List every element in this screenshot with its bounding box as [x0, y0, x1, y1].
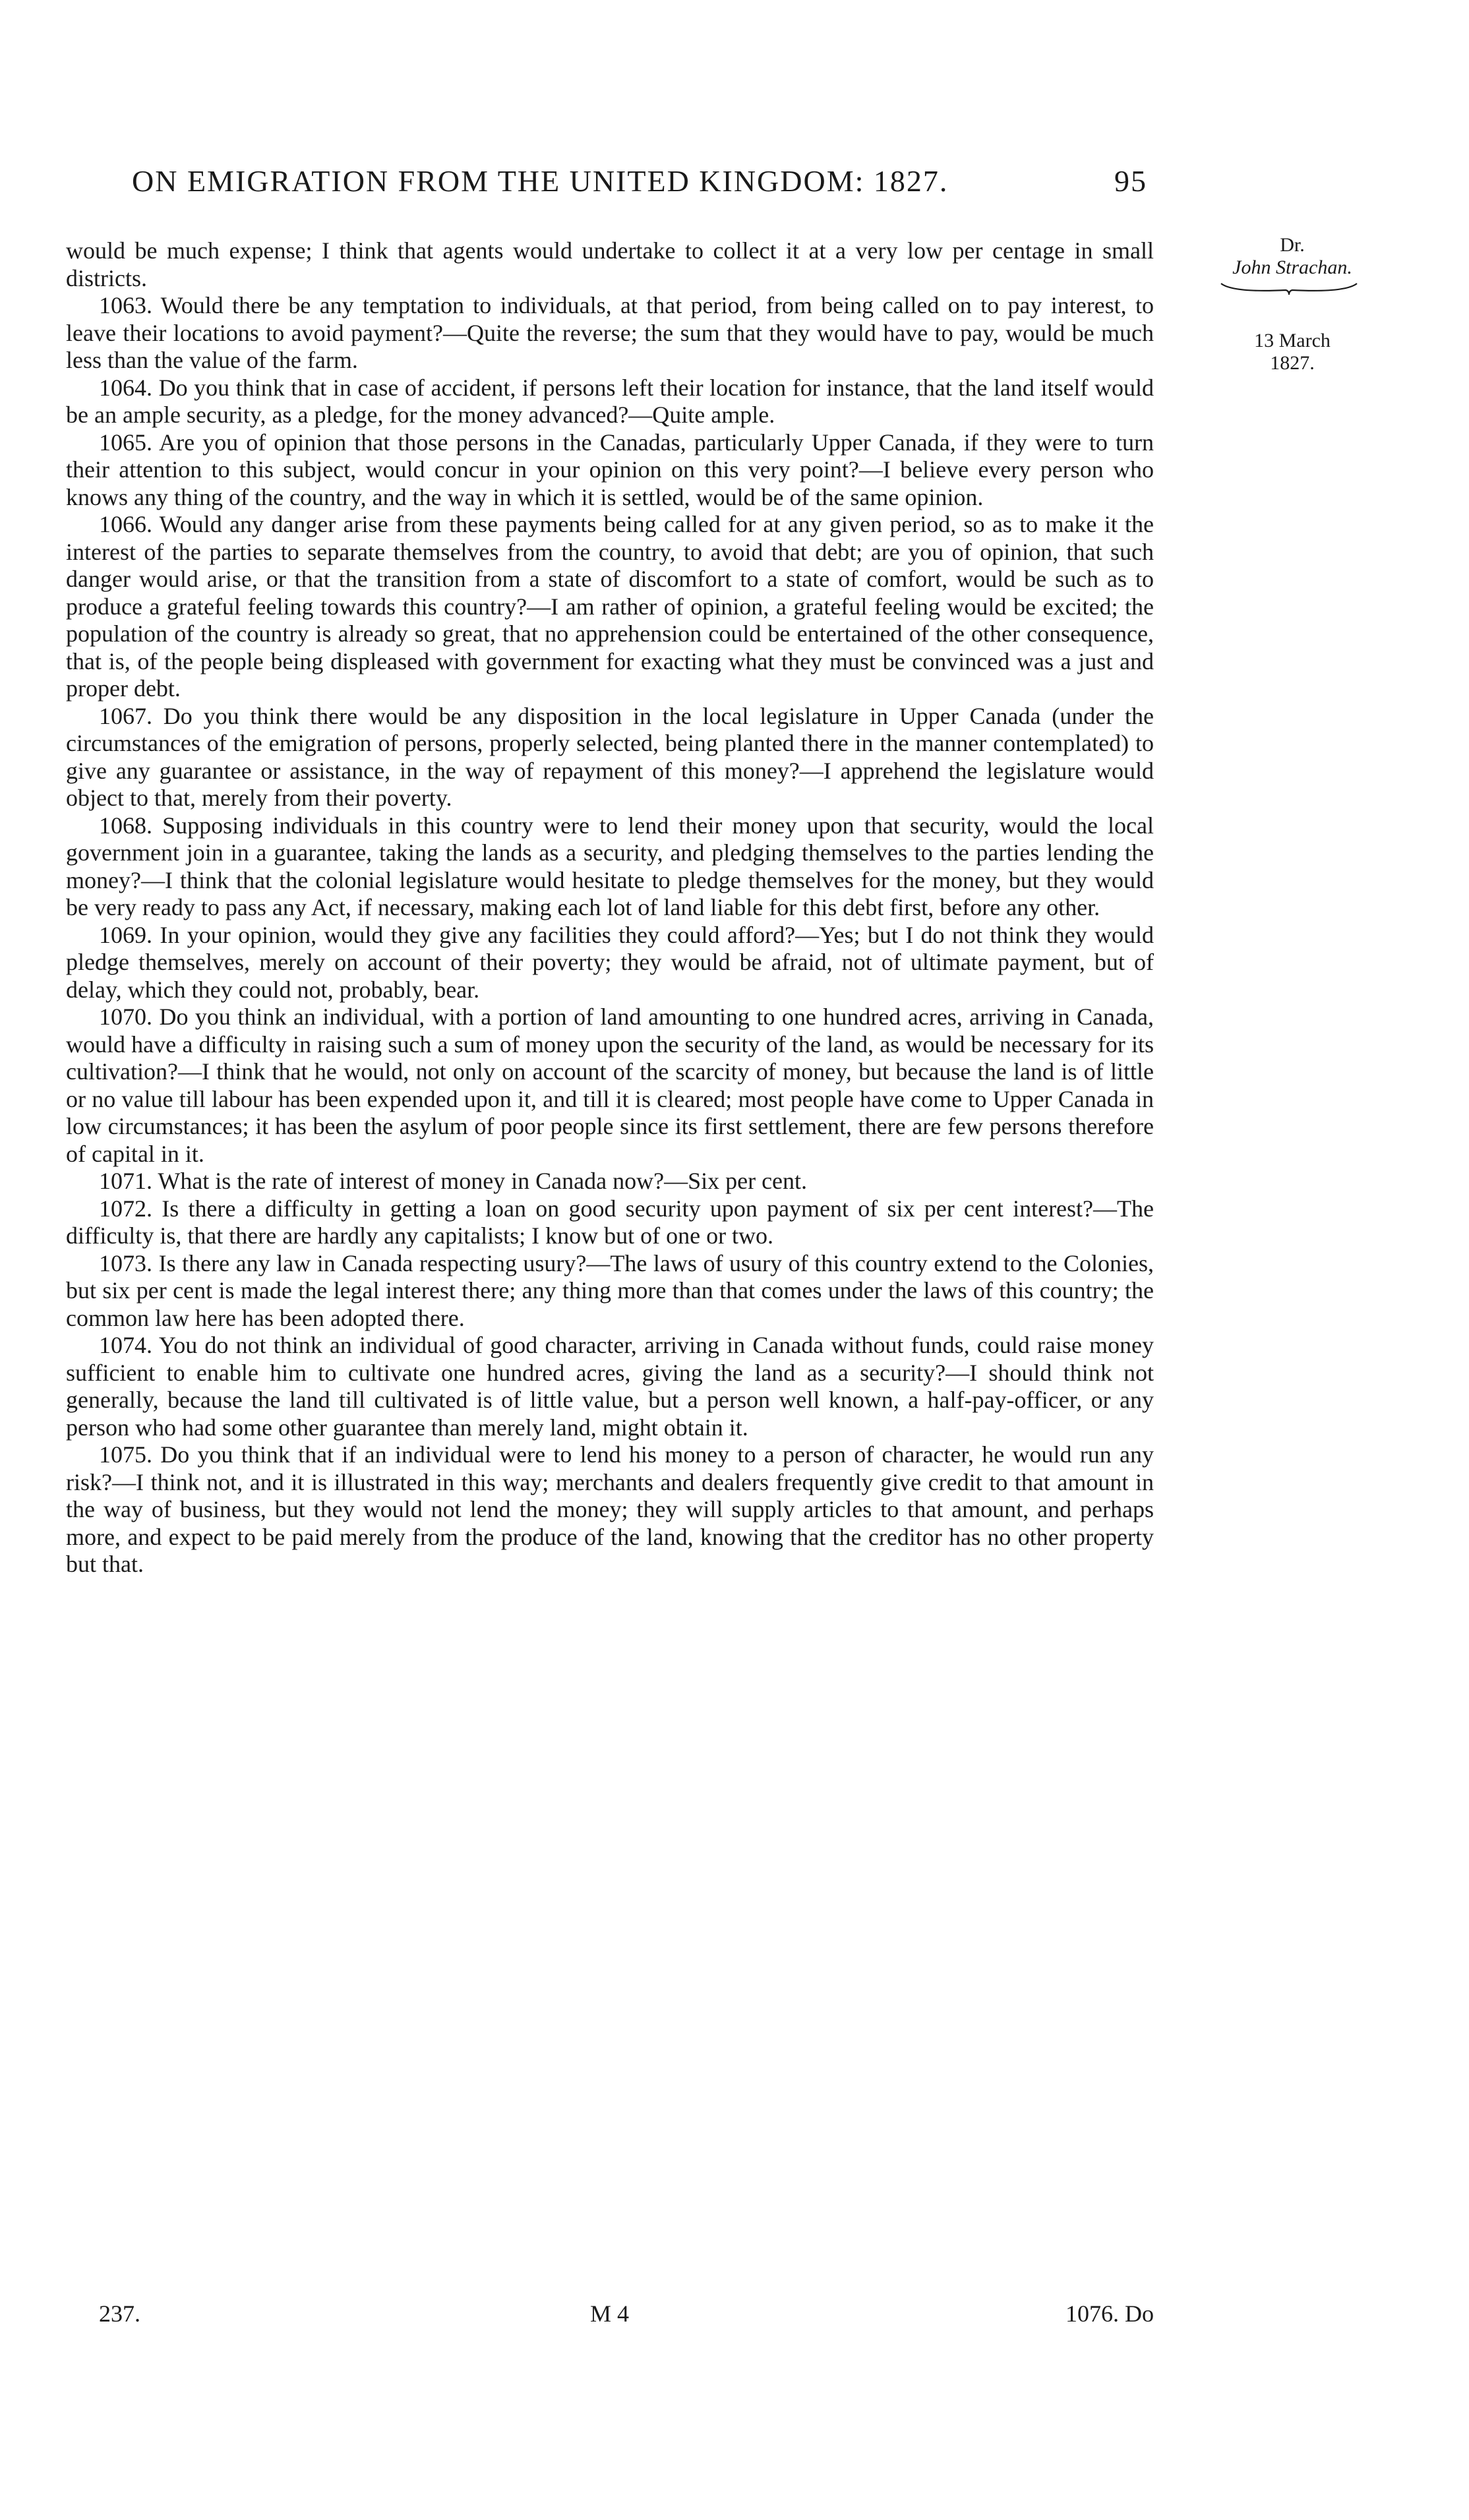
margin-witness-name: [1226, 234, 1358, 279]
question-1072: 1072. Is there a difficulty in getting a loan on good security upon payment of six per cent interest?—The difficulty is, that there are hardly any capitalists; I know but of one or two.: [66, 1195, 1154, 1249]
running-title: ON EMIGRATION FROM THE UNITED KINGDOM: 1827.: [132, 164, 949, 198]
signature-number: 237.: [99, 2300, 140, 2327]
sheet-mark: M 4: [590, 2300, 630, 2327]
running-head: [99, 164, 1154, 210]
question-1067: 1067. Do you think there would be any disposition in the local legislature in Upper Canada (under the circumstances of the emigration of persons, properly selected, being planted there in the manner contemplated) to give any guarantee or assistance, in the way of repayment of this money?—I apprehend the legislature would object to that, merely from their poverty.: [66, 702, 1154, 811]
catchword: 1076. Do: [1065, 2300, 1154, 2327]
question-1068: 1068. Supposing individuals in this country were to lend their money upon that security, would the local government join in a guarantee, taking the lands as a security, and pledging themselves to the parties lending the money?—I think that the colonial legislature would hesitate to pledge themselves for the money, but they would be very ready to pass any Act, if necessary, making each lot of land liable for this debt first, before any other.: [66, 812, 1154, 920]
margin-date: [1226, 330, 1358, 375]
margin-date-year: 1827.: [1270, 352, 1315, 374]
question-1075: 1075. Do you think that if an individual were to lend his money to a person of character, he would run any risk?—I think not, and it is illustrated in this way; merchants and dealers frequently give credit to that amount in the way of business, but they would not lend the money; they will supply articles to that amount, and perhaps more, and expect to be paid merely from the produce of the land, knowing that the creditor has no other property but that.: [66, 1441, 1154, 1577]
margin-witness-surname: John Strachan.: [1232, 256, 1352, 278]
question-1071: 1071. What is the rate of interest of money in Canada now?—Six per cent.: [99, 1168, 808, 1194]
question-1069: 1069. In your opinion, would they give any facilities they could afford?—Yes; but I do not think they would pledge themselves, merely on account of their poverty; they would be afraid, not of ultimate payment, but of delay, which they could not, probably, bear.: [66, 921, 1154, 1003]
page-number: 95: [1114, 164, 1147, 198]
margin-witness-title: Dr.: [1280, 234, 1305, 256]
margin-brace: [1220, 282, 1358, 295]
continuation-paragraph: would be much expense; I think that agents would undertake to collect it at a very low per centage in small districts.: [66, 237, 1154, 291]
question-1066: 1066. Would any danger arise from these payments being called for at any given period, so as to make it the interest of the parties to separate themselves from the country, to avoid that debt; are you of opinion, that such danger would arise, or that the transition from a state of discomfort to a state of comfort, would be such as to produce a grateful feeling towards this country?—I am rather of opinion, a grateful feeling would be excited; the population of the country is already so great, that no apprehension could be entertained of the other consequence, that is, of the people being displeased with government for exacting what they must be convinced was a just and proper debt.: [66, 511, 1154, 702]
question-1073: 1073. Is there any law in Canada respecting usury?—The laws of usury of this country extend to the Colonies, but six per cent is made the legal interest there; any thing more than that comes under the laws of this country; the common law here has been adopted there.: [66, 1249, 1154, 1331]
question-1065: 1065. Are you of opinion that those persons in the Canadas, particularly Upper Canada, if they were to turn their attention to this subject, would concur in your opinion on this very point?—I believe every person who knows any thing of the country, and the way in which it is settled, would be of the same opinion.: [66, 429, 1154, 510]
question-1070: 1070. Do you think an individual, with a portion of land amounting to one hundred acres, arriving in Canada, would have a difficulty in raising such a sum of money upon the security of the land, as would be necessary for its cultivation?—I think that he would, not only on account of the scarcity of money, but because the land is of little or no value till labour has been expended upon it, and till it is cleared; most people have come to Upper Canada in low circumstances; it has been the asylum of poor people since its first settlement, there are few persons therefore of capital in it.: [66, 1004, 1154, 1167]
question-1063: 1063. Would there be any temptation to individuals, at that period, from being called on to pay interest, to leave their locations to avoid payment?—Quite the reverse; the sum that they would have to pay, would be much less than the value of the farm.: [66, 292, 1154, 373]
body-text: [66, 237, 1154, 1578]
margin-date-day: 13 March: [1254, 330, 1331, 351]
question-1064: 1064. Do you think that in case of accident, if persons left their location for instance, that the land itself would be an ample security, as a pledge, for the money advanced?—Quite ample.: [66, 374, 1154, 428]
question-1074: 1074. You do not think an individual of good character, arriving in Canada without funds, could raise money sufficient to enable him to cultivate one hundred acres, giving the land as a security?—I should think not generally, because the land till cultivated is of little value, but a person well known, a half-pay-officer, or any person who had some other guarantee than merely land, might obtain it.: [66, 1332, 1154, 1441]
page-footer: [66, 2300, 1154, 2333]
